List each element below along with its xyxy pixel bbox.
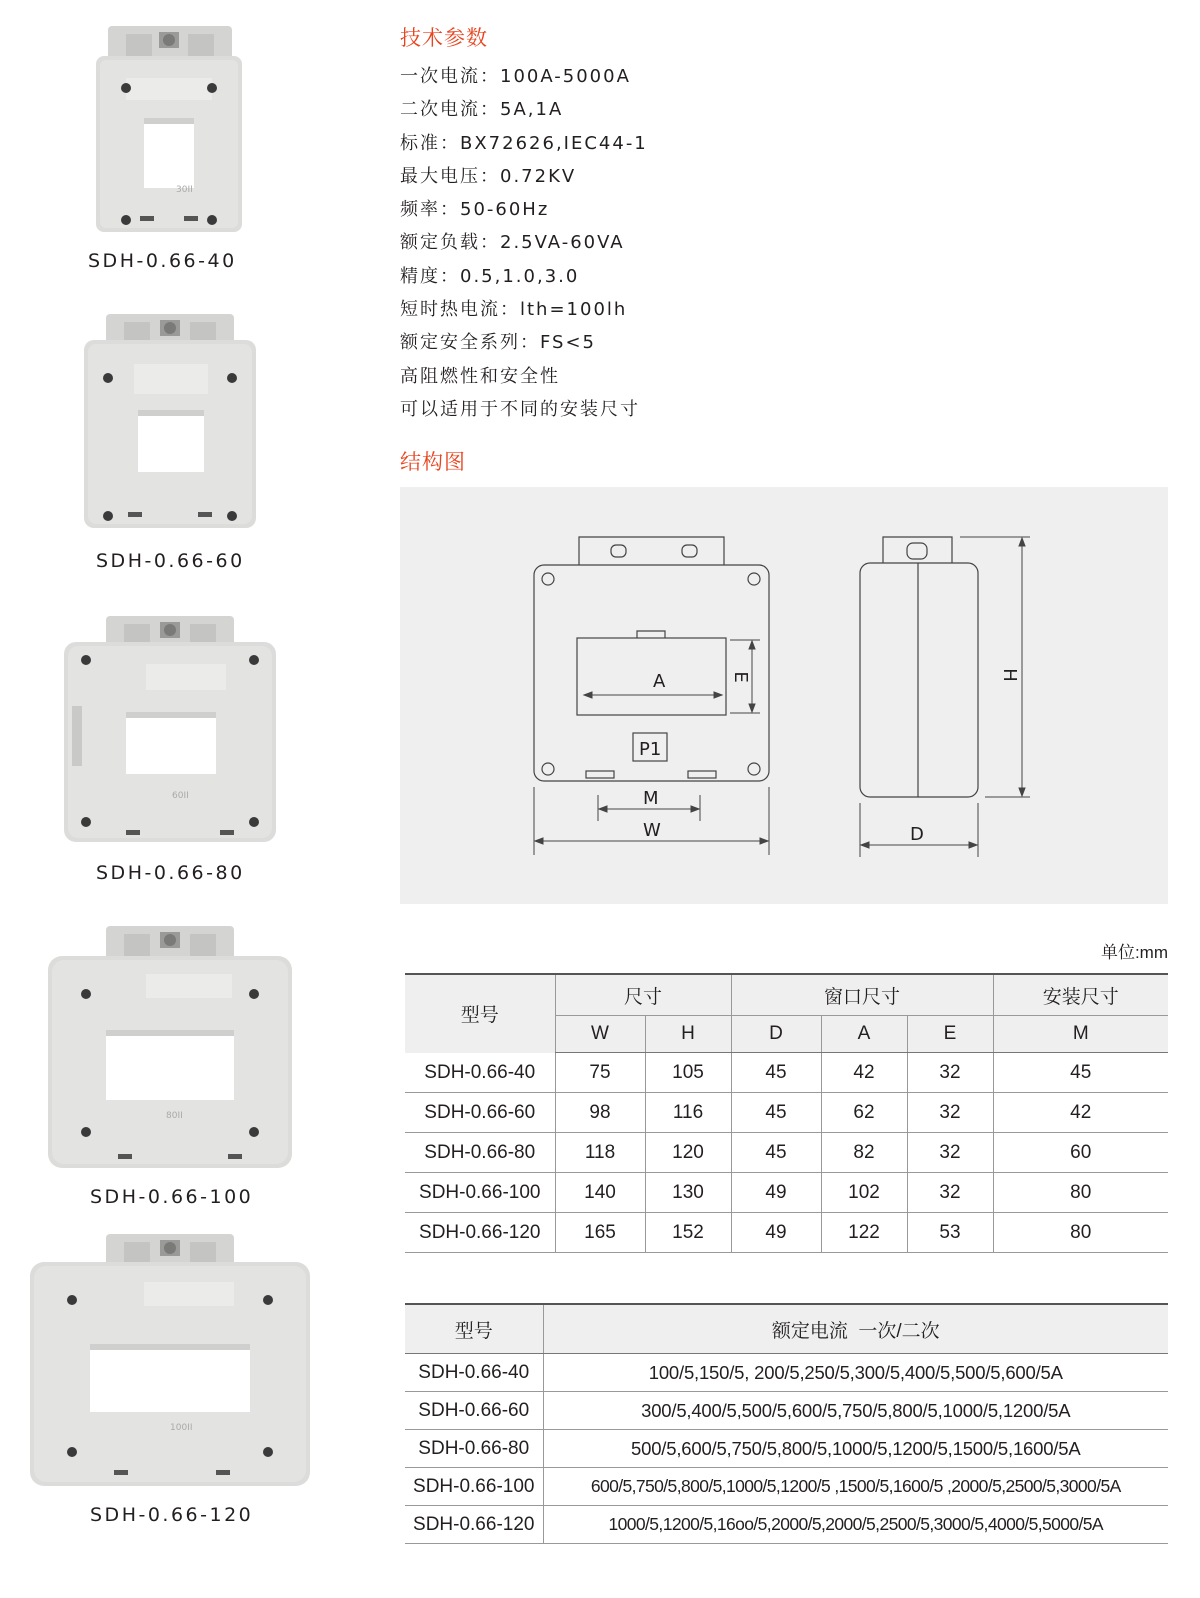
table-cell: 98 [555,1093,645,1133]
table-row [405,1213,1168,1253]
header-window: 窗口尺寸 [731,974,993,1016]
structure-diagram [400,487,1168,904]
label-e: E [730,671,751,683]
column-header: E [907,1016,993,1053]
table-cell: 53 [907,1213,993,1253]
cell-model: SDH-0.66-40 [405,1354,543,1392]
table-row [405,1053,1168,1093]
table-cell: 42 [821,1053,907,1093]
spec-item: 一次电流：100A-5000A [400,66,631,87]
column-header: H [645,1016,731,1053]
specs-title: 技术参数 [400,26,488,50]
header-mount: 安装尺寸 [993,974,1168,1016]
header-rating: 额定电流 一次/二次 [543,1304,1168,1354]
spec-item: 额定负载：2.5VA-60VA [400,232,625,254]
cell-model: SDH-0.66-100 [405,1173,555,1213]
structure-title: 结构图 [400,450,466,474]
product-image-sdh-60 [84,314,256,528]
spec-item: 可以适用于不同的安装尺寸 [400,398,640,420]
table-row [405,1430,1168,1468]
spec-item: 精度：0.5,1.0,3.0 [400,265,580,287]
spec-item: 额定安全系列：FS<5 [400,332,596,354]
table-cell: 60 [993,1133,1168,1173]
table-cell: 140 [555,1173,645,1213]
table-cell: 80 [993,1173,1168,1213]
label-a: A [653,671,666,692]
table-cell: 118 [555,1133,645,1173]
table-row [405,1133,1168,1173]
table-row [405,1093,1168,1133]
table-cell: 105 [645,1053,731,1093]
column-header: W [555,1016,645,1053]
cell-rating: 500/5,600/5,750/5,800/5,1000/5,1200/5,1500/5,1600/5A [543,1430,1168,1468]
spec-item: 标准：BX72626,IEC44-1 [400,132,648,154]
spec-item: 二次电流：5A,1A [400,99,564,121]
label-w: W [643,820,661,841]
column-header: D [731,1016,821,1053]
table-cell: 75 [555,1053,645,1093]
cell-model: SDH-0.66-60 [405,1093,555,1133]
spec-list [400,60,648,426]
cell-rating: 1000/5,1200/5,16oo/5,2000/5,2000/5,2500/5,3000/5,4000/5,5000/5A [543,1506,1168,1544]
table-row [405,1468,1168,1506]
cell-model: SDH-0.66-80 [405,1430,543,1468]
label-p1: P1 [639,739,662,760]
table-cell: 130 [645,1173,731,1213]
table-cell: 32 [907,1173,993,1213]
product-label-sdh-40: SDH-0.66-40 [88,250,237,272]
product-image-sdh-40 [96,26,242,232]
spec-item: 频率：50-60Hz [400,199,550,221]
table-cell: 42 [993,1093,1168,1133]
table-cell: 62 [821,1093,907,1133]
cell-model: SDH-0.66-60 [405,1392,543,1430]
table-cell: 122 [821,1213,907,1253]
table-cell: 32 [907,1133,993,1173]
column-header: M [993,1016,1168,1053]
cell-rating: 100/5,150/5, 200/5,250/5,300/5,400/5,500/5,600/5A [543,1354,1168,1392]
cell-rating: 600/5,750/5,800/5,1000/5,1200/5 ,1500/5,1600/5 ,2000/5,2500/5,3000/5A [543,1468,1168,1506]
cell-model: SDH-0.66-120 [405,1213,555,1253]
table-cell: 45 [993,1053,1168,1093]
table-cell: 45 [731,1133,821,1173]
product-label-sdh-100: SDH-0.66-100 [90,1186,254,1208]
label-h: H [999,668,1020,682]
table-cell: 32 [907,1053,993,1093]
spec-item: 最大电压：0.72KV [400,165,577,187]
table-cell: 45 [731,1093,821,1133]
product-image-sdh-80 [64,616,276,842]
label-m: M [643,788,659,809]
table-cell: 102 [821,1173,907,1213]
table-cell: 152 [645,1213,731,1253]
table-cell: 120 [645,1133,731,1173]
product-plate: 30II [176,185,193,195]
dimension-table [405,973,1168,1253]
table-row [405,1354,1168,1392]
header-model: 型号 [405,974,555,1053]
table-cell: 49 [731,1173,821,1213]
table-row [405,1392,1168,1430]
product-plate: 60II [172,791,189,801]
spec-item: 短时热电流：lth=100lh [400,299,628,321]
table-row [405,1173,1168,1213]
product-plate: 80II [166,1111,183,1121]
product-image-sdh-100 [48,926,292,1168]
cell-model: SDH-0.66-80 [405,1133,555,1173]
product-plate: 100II [170,1423,193,1433]
cell-model: SDH-0.66-120 [405,1506,543,1544]
product-label-sdh-120: SDH-0.66-120 [90,1504,254,1526]
column-header: A [821,1016,907,1053]
table-cell: 82 [821,1133,907,1173]
table-row [405,1506,1168,1544]
cell-model: SDH-0.66-40 [405,1053,555,1093]
table-cell: 49 [731,1213,821,1253]
product-label-sdh-80: SDH-0.66-80 [96,862,245,884]
header-model: 型号 [405,1304,543,1354]
table-cell: 165 [555,1213,645,1253]
rated-current-table [405,1303,1168,1544]
cell-rating: 300/5,400/5,500/5,600/5,750/5,800/5,1000/5,1200/5A [543,1392,1168,1430]
table-cell: 80 [993,1213,1168,1253]
product-image-sdh-120 [30,1234,310,1486]
product-label-sdh-60: SDH-0.66-60 [96,550,245,572]
unit-label: 单位:mm [1100,943,1168,962]
label-d: D [910,824,924,845]
spec-item: 高阻燃性和安全性 [400,365,560,387]
table-cell: 45 [731,1053,821,1093]
cell-model: SDH-0.66-100 [405,1468,543,1506]
table-cell: 32 [907,1093,993,1133]
header-size: 尺寸 [555,974,731,1016]
table-cell: 116 [645,1093,731,1133]
